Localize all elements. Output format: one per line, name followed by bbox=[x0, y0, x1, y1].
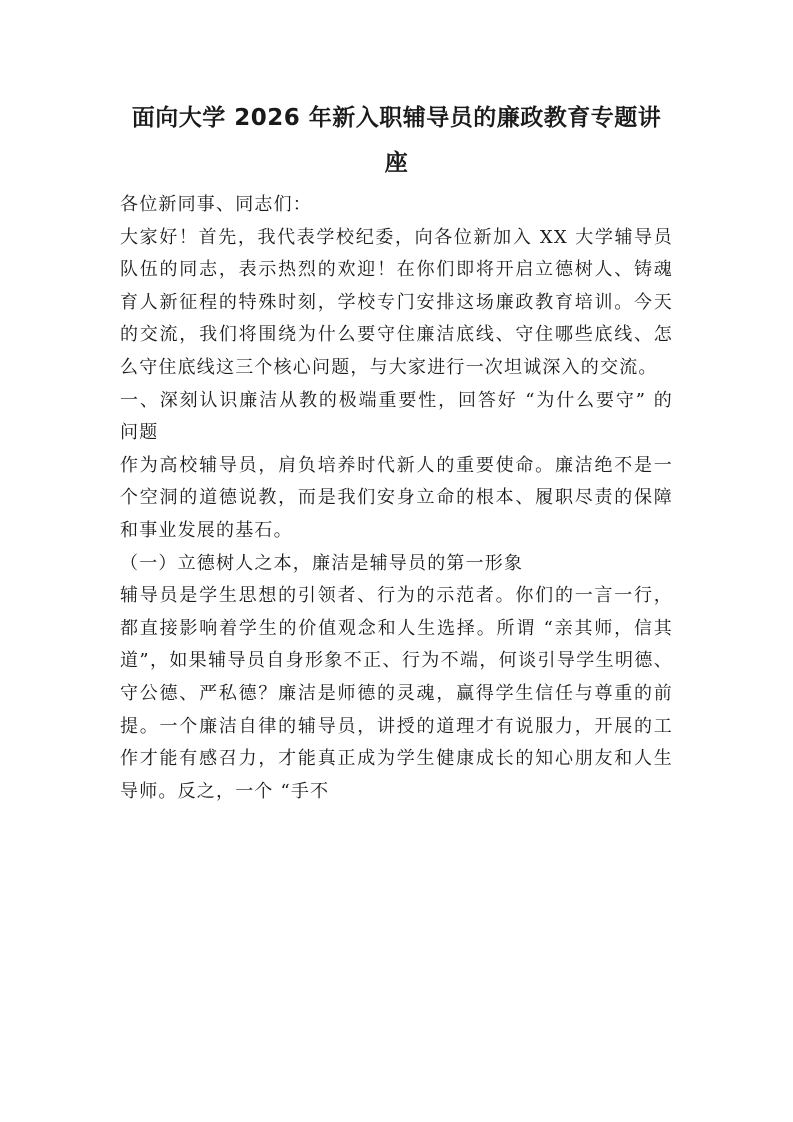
subsection-heading-1: （一）立德树人之本，廉洁是辅导员的第一形象 bbox=[120, 552, 524, 574]
section-1-intro-paragraph: 作为高校辅导员，肩负培养时代新人的重要使命。廉洁绝不是一个空洞的道德说教，而是我们安身立命的根本、履职尽责的保障和事业发展的基石。 bbox=[120, 454, 673, 541]
section-heading-1: 一、深刻认识廉洁从教的极端重要性，回答好 “为什么要守” 的问题 bbox=[120, 389, 673, 444]
opening-paragraph: 大家好！首先，我代表学校纪委，向各位新加入 XX 大学辅导员队伍的同志，表示热烈的欢迎！在你们即将开启立德树人、铸魂育人新征程的特殊时刻，学校专门安排这场廉政教育培训。今天的交流，我们将围绕为什么要守住廉洁底线、守住哪些底线、怎么守住底线这三个核心问题，与大家进行一次坦诚深入的交流。 bbox=[120, 226, 673, 378]
salutation: 各位新同事、同志们： bbox=[120, 194, 312, 215]
document-title: 面向大学 2026 年新入职辅导员的廉政教育专题讲座 bbox=[131, 105, 662, 176]
subsection-1-paragraph: 辅导员是学生思想的引领者、行为的示范者。你们的一言一行，都直接影响着学生的价值观念和人生选择。所谓 “亲其师，信其道”，如果辅导员自身形象不正、行为不端，何谈引导学生明德、守公德、严私德？廉洁是师德的灵魂，赢得学生信任与尊重的前提。一个廉洁自律的辅导员，讲授的道理才有说服力，开展的工作才能有感召力，才能真正成为学生健康成长的知心朋友和人生导师。反之，一个 “手不 bbox=[120, 585, 673, 802]
document-page bbox=[120, 96, 673, 808]
